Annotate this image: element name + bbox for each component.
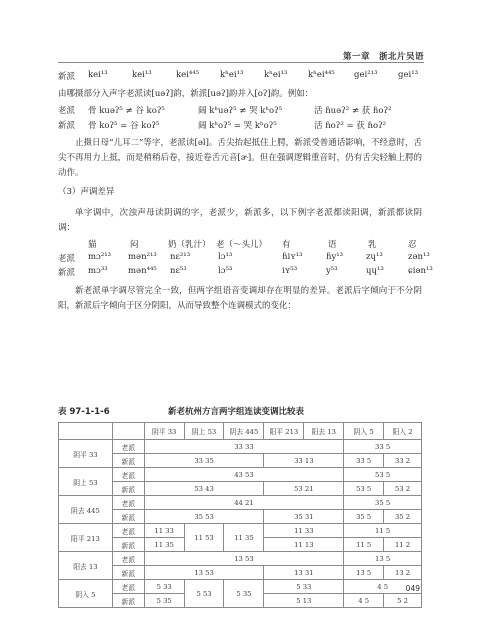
pair-example: 阔 kʰoʔ⁵ = 哭 kʰoʔ⁵ [198, 121, 277, 131]
group-label: 阴上 53 [59, 468, 113, 496]
value-cell: 33 2 [384, 454, 422, 468]
example-reading: lɔ¹³ [218, 252, 233, 262]
example-reading: nɛ⁵³ [170, 266, 187, 276]
value-cell: 33 5 [344, 440, 422, 454]
value-cell: 11 33 [144, 524, 184, 538]
example-reading: mɔ²¹³ [88, 252, 112, 262]
paragraph-1 [58, 136, 422, 181]
example-reading: ɦiʏ¹³ [282, 252, 303, 262]
example-char: 有 [282, 240, 291, 250]
row-label: 新派 [58, 121, 76, 131]
group-label: 阴平 33 [59, 440, 113, 468]
value-cell: 13 53 [144, 552, 344, 566]
row-label: 新派 [58, 268, 76, 278]
example-char: 忍 [408, 240, 417, 250]
paragraph-3 [58, 284, 422, 314]
row-label: 新派 [58, 72, 76, 82]
value-cell: 53 21 [264, 482, 344, 496]
pair-example: 骨 kuəʔ⁵ ≠ 谷 koʔ⁵ [88, 106, 165, 116]
example-char: 乳 [368, 240, 377, 250]
value-cell: 53 2 [384, 482, 422, 496]
example-reading: mən²¹³ [128, 252, 157, 262]
value-cell: 5 35 [224, 580, 264, 608]
tone-sandhi-table [58, 422, 422, 608]
group-label: 阴入 5 [59, 580, 113, 608]
header-cell: 阴上 53 [184, 423, 224, 440]
value-cell: 5 33 [264, 580, 344, 594]
value-cell: 13 31 [264, 566, 344, 580]
header-cell [112, 423, 144, 440]
header-cell: 阴入 5 [344, 423, 384, 440]
intro-line: 由哪摄部分入声字老派读[uəʔ]韵，新派[uəʔ]韵并入[oʔ]韵。例如： [58, 89, 314, 99]
value-cell: 11 53 [184, 524, 224, 552]
table-row [59, 524, 422, 538]
pair-example: 阔 kʰuəʔ⁵ ≠ 哭 kʰoʔ⁵ [198, 106, 283, 116]
reading: kʰei¹³ [264, 70, 288, 80]
example-char: 猫 [88, 240, 97, 250]
example-reading: iʏ⁵³ [282, 266, 298, 276]
value-cell: 33 35 [144, 454, 264, 468]
variant-label: 新派 [112, 566, 144, 580]
paragraph-text: 止摄日母“儿耳二”等字，老派读[əl]。舌尖抬起抵住上腭，新派受普通话影响，不经意时，舌尖不再用力上抵，而是稍稍后卷，接近卷舌元音[ɚ]。但在强调逻辑重音时，仍有舌尖轻触上腭的动作。 [58, 138, 422, 178]
value-cell: 5 53 [184, 580, 224, 608]
table-row [59, 552, 422, 566]
paragraph-text: 单字调中，次浊声母读阴调的字，老派少，新派多，以下例字老派都读阳调，新派都读阴调： [58, 208, 422, 233]
value-cell: 11 35 [144, 538, 184, 552]
value-cell: 5 35 [144, 594, 184, 608]
value-cell: 11 5 [344, 538, 384, 552]
reading: gei²¹³ [354, 70, 378, 80]
example-reading: ɥɥ¹³ [366, 266, 384, 276]
table-row [59, 482, 422, 496]
running-header: 第一章 浙北片吴语 [342, 52, 424, 62]
variant-label: 老派 [112, 552, 144, 566]
header-rule [58, 62, 424, 63]
row-label: 老派 [58, 106, 76, 116]
variant-label: 新派 [112, 454, 144, 468]
example-reading: ɕiən¹³ [408, 266, 433, 276]
value-cell: 11 13 [264, 538, 344, 552]
example-reading: zɥ¹³ [366, 252, 383, 262]
value-cell: 13 5 [344, 566, 384, 580]
table-row [59, 580, 422, 594]
reading: gei¹³ [398, 70, 419, 80]
table-row [59, 510, 422, 524]
reading: kei⁴⁴⁵ [176, 70, 200, 80]
variant-label: 老派 [112, 440, 144, 454]
value-cell: 4 5 [344, 580, 422, 594]
header-cell [59, 423, 113, 440]
value-cell: 35 53 [144, 510, 264, 524]
example-reading: ɦy¹³ [326, 252, 344, 262]
paragraph-text: 新老派单字调尽管完全一致，但两字组语音变调却存在明显的差异。老派后字倾向于不分阴阳，新派后字倾向于区分阴阳，从而导致整个连调模式的变化： [58, 286, 422, 311]
reading: kei¹³ [132, 70, 152, 80]
table-number: 表 97-1-1-6 [58, 407, 110, 417]
example-reading: y⁵³ [326, 266, 338, 276]
variant-label: 老派 [112, 524, 144, 538]
example-char: 语 [328, 240, 337, 250]
value-cell: 13 2 [384, 566, 422, 580]
example-char: 老（～头儿） [216, 240, 268, 250]
table-row [59, 468, 422, 482]
table-row [59, 566, 422, 580]
value-cell: 35 2 [384, 510, 422, 524]
variant-label: 新派 [112, 510, 144, 524]
reading: kʰei¹³ [220, 70, 244, 80]
table-header-row [59, 423, 422, 440]
group-label: 阳去 13 [59, 552, 113, 580]
value-cell: 53 5 [344, 468, 422, 482]
table-title: 新老杭州方言两字组连读变调比较表 [168, 407, 305, 417]
value-cell: 53 5 [344, 482, 384, 496]
header-cell: 阴去 445 [224, 423, 264, 440]
value-cell: 5 2 [384, 594, 422, 608]
value-cell: 33 13 [264, 454, 344, 468]
example-char: 奶（乳汁） [168, 240, 211, 250]
variant-label: 新派 [112, 594, 144, 608]
header-cell: 阳去 13 [304, 423, 344, 440]
value-cell: 33 33 [144, 440, 344, 454]
value-cell: 13 53 [144, 566, 264, 580]
table-row [59, 440, 422, 454]
page-number: 049 [405, 584, 420, 593]
example-reading: nɛ²¹³ [170, 252, 191, 262]
example-reading: mɔ³³ [88, 266, 108, 276]
example-char: 闷 [130, 240, 139, 250]
pair-example: 活 ɦoʔ² = 获 ɦoʔ² [314, 121, 387, 131]
section-heading: （3）声调差异 [58, 187, 115, 197]
group-label: 阳平 213 [59, 524, 113, 552]
example-reading: lɔ⁵³ [218, 266, 233, 276]
example-reading: zən¹³ [408, 252, 430, 262]
value-cell: 35 31 [264, 510, 344, 524]
value-cell: 11 33 [264, 524, 344, 538]
header-cell: 阳入 2 [384, 423, 422, 440]
value-cell: 11 5 [344, 524, 422, 538]
value-cell: 44 21 [144, 496, 344, 510]
table-row [59, 496, 422, 510]
value-cell: 11 35 [224, 524, 264, 552]
pair-example: 活 ɦuəʔ² ≠ 获 ɦoʔ² [314, 106, 392, 116]
variant-label: 老派 [112, 468, 144, 482]
row-label: 老派 [58, 254, 76, 264]
value-cell: 35 5 [344, 510, 384, 524]
header-cell: 阳平 213 [264, 423, 304, 440]
variant-label: 老派 [112, 580, 144, 594]
group-label: 阴去 445 [59, 496, 113, 524]
value-cell: 33 5 [344, 454, 384, 468]
example-reading: mən⁴⁴⁵ [128, 266, 157, 276]
table-row [59, 454, 422, 468]
value-cell: 5 33 [144, 580, 184, 594]
pair-example: 骨 koʔ⁵ = 谷 koʔ⁵ [88, 121, 160, 131]
value-cell: 13 5 [344, 552, 422, 566]
reading: kei¹³ [88, 70, 108, 80]
variant-label: 新派 [112, 482, 144, 496]
value-cell: 35 5 [344, 496, 422, 510]
variant-label: 新派 [112, 538, 144, 552]
variant-label: 老派 [112, 496, 144, 510]
value-cell: 43 53 [144, 468, 344, 482]
paragraph-2 [58, 206, 422, 236]
header-cell: 阴平 33 [144, 423, 184, 440]
value-cell: 5 13 [264, 594, 344, 608]
reading: kʰei⁴⁴⁵ [308, 70, 335, 80]
value-cell: 11 2 [384, 538, 422, 552]
value-cell: 4 5 [344, 594, 384, 608]
value-cell: 53 43 [144, 482, 264, 496]
